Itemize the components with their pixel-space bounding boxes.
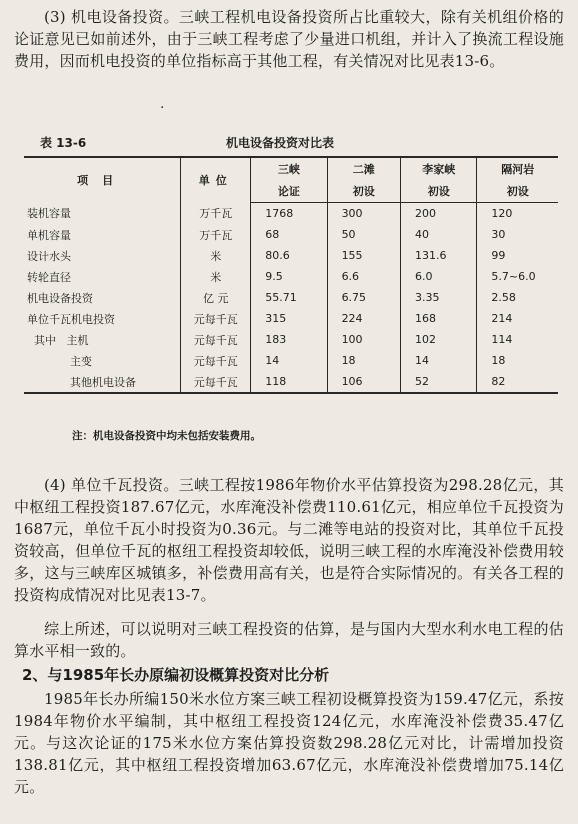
value-geheyan: 30 — [477, 224, 558, 245]
value-sanxia: 68 — [251, 224, 327, 245]
header-unit: 单位 — [181, 157, 251, 203]
value-geheyan: 5.7~6.0 — [477, 266, 558, 287]
value-geheyan: 2.58 — [477, 287, 558, 308]
row-item: 机电设备投资 — [27, 291, 93, 305]
header-stage-ertan: 初设 — [327, 180, 400, 203]
value-geheyan: 18 — [477, 350, 558, 371]
row-item: 装机容量 — [27, 207, 71, 221]
value-lijiaxia: 102 — [401, 329, 477, 350]
value-lijiaxia: 40 — [401, 224, 477, 245]
row-unit: 万千瓦 — [181, 224, 251, 245]
value-sanxia: 118 — [251, 371, 327, 393]
table-row — [24, 287, 558, 308]
value-lijiaxia: 200 — [401, 203, 477, 225]
value-ertan: 155 — [327, 245, 400, 266]
row-unit: 元每千瓦 — [181, 371, 251, 393]
header-stage-geheyan: 初设 — [477, 180, 558, 203]
row-unit: 米 — [181, 266, 251, 287]
value-lijiaxia: 6.0 — [401, 266, 477, 287]
row-prefix-among: 其中 — [34, 333, 56, 347]
row-item: 单位千瓦机电投资 — [27, 312, 115, 326]
row-item: 主变 — [70, 354, 92, 368]
header-project-lijiaxia: 李家峡 — [401, 157, 477, 180]
row-unit: 元每千瓦 — [181, 350, 251, 371]
row-unit: 元每千瓦 — [181, 329, 251, 350]
table-row — [24, 308, 558, 329]
value-ertan: 106 — [327, 371, 400, 393]
value-ertan: 50 — [327, 224, 400, 245]
equipment-investment-table — [24, 156, 558, 394]
section-heading: 2、与1985年长办原编初设概算投资对比分析 — [22, 666, 330, 684]
paragraph-mechanical-equipment — [14, 6, 564, 72]
value-lijiaxia: 52 — [401, 371, 477, 393]
value-sanxia: 1768 — [251, 203, 327, 225]
row-unit: 亿 元 — [181, 287, 251, 308]
value-ertan: 224 — [327, 308, 400, 329]
value-geheyan: 99 — [477, 245, 558, 266]
paragraph-text: 1985年长办所编150米水位方案三峡工程初设概算投资为159.47亿元，系按1984年物价水平编制，其中枢纽工程投资124亿元，水库淹没补偿费35.47亿元。与这次论证的175米水位方案估算投资数298.28亿元对比，计需增加投资138.81亿元，其中枢纽工程投资增加63.67亿元，水库淹没补偿费增加75.14亿元。 — [14, 690, 564, 796]
value-ertan: 300 — [327, 203, 400, 225]
table-header-row-projects — [24, 157, 558, 180]
row-item: 其他机电设备 — [70, 375, 136, 389]
value-lijiaxia: 3.35 — [401, 287, 477, 308]
table-row — [24, 329, 558, 350]
paragraph-text: (4) 单位千瓦投资。三峡工程按1986年物价水平估算投资为298.28亿元，其中枢纽工程投资187.67亿元，水库淹没补偿费110.61亿元，相应单位千瓦投资为1687元，单位千瓦小时投资为0.36元。与二滩等电站的投资对比，其单位千瓦投资较高，但单位千瓦的枢纽工程投资却较低，说明三峡工程的水库淹没补偿费用较多，这与三峡库区城镇多，补偿费用高有关，也是符合实际情况的。有关各工程的投资构成情况对比见表13-7。 — [14, 476, 564, 604]
row-unit: 万千瓦 — [181, 203, 251, 225]
value-geheyan: 214 — [477, 308, 558, 329]
row-item: 转轮直径 — [27, 270, 71, 284]
table-row — [24, 350, 558, 371]
table-row — [24, 266, 558, 287]
value-geheyan: 82 — [477, 371, 558, 393]
header-stage-sanxia: 论证 — [251, 180, 327, 203]
value-ertan: 18 — [327, 350, 400, 371]
table-row — [24, 224, 558, 245]
table-row — [24, 245, 558, 266]
value-ertan: 6.75 — [327, 287, 400, 308]
value-ertan: 100 — [327, 329, 400, 350]
value-sanxia: 315 — [251, 308, 327, 329]
value-sanxia: 14 — [251, 350, 327, 371]
row-item — [24, 329, 181, 350]
value-lijiaxia: 168 — [401, 308, 477, 329]
value-sanxia: 55.71 — [251, 287, 327, 308]
print-speck: . — [160, 96, 165, 112]
paragraph-summary — [14, 618, 564, 662]
value-sanxia: 9.5 — [251, 266, 327, 287]
header-item: 项目 — [77, 174, 128, 188]
row-item: 设计水头 — [27, 249, 71, 263]
value-lijiaxia: 14 — [401, 350, 477, 371]
value-geheyan: 120 — [477, 203, 558, 225]
value-sanxia: 183 — [251, 329, 327, 350]
paragraph-1985-comparison — [14, 688, 564, 798]
header-project-ertan: 二滩 — [327, 157, 400, 180]
header-project-sanxia: 三峡 — [251, 157, 327, 180]
row-unit: 米 — [181, 245, 251, 266]
value-geheyan: 114 — [477, 329, 558, 350]
value-sanxia: 80.6 — [251, 245, 327, 266]
header-stage-lijiaxia: 初设 — [401, 180, 477, 203]
row-item-label: 主机 — [66, 333, 89, 347]
paragraph-unit-kw-investment — [14, 474, 564, 606]
paragraph-text: 综上所述，可以说明对三峡工程投资的估算，是与国内大型水利水电工程的估算水平相一致的。 — [14, 620, 564, 660]
value-ertan: 6.6 — [327, 266, 400, 287]
table-row — [24, 371, 558, 393]
table-note: 注：机电设备投资中均未包括安装费用。 — [72, 430, 261, 442]
value-lijiaxia: 131.6 — [401, 245, 477, 266]
row-item: 单机容量 — [27, 228, 71, 242]
row-unit: 元每千瓦 — [181, 308, 251, 329]
header-project-geheyan: 隔河岩 — [477, 157, 558, 180]
table-title: 机电设备投资对比表 — [226, 136, 335, 150]
paragraph-text: (3) 机电设备投资。三峡工程机电设备投资所占比重较大，除有关机组价格的论证意见已如前述外，由于三峡工程考虑了少量进口机组，并计入了换流工程设施费用，因而机电投资的单位指标高于其他工程，有关情况对比见表13-6。 — [14, 8, 564, 70]
table-number: 表 13-6 — [40, 136, 87, 150]
table-row — [24, 203, 558, 225]
